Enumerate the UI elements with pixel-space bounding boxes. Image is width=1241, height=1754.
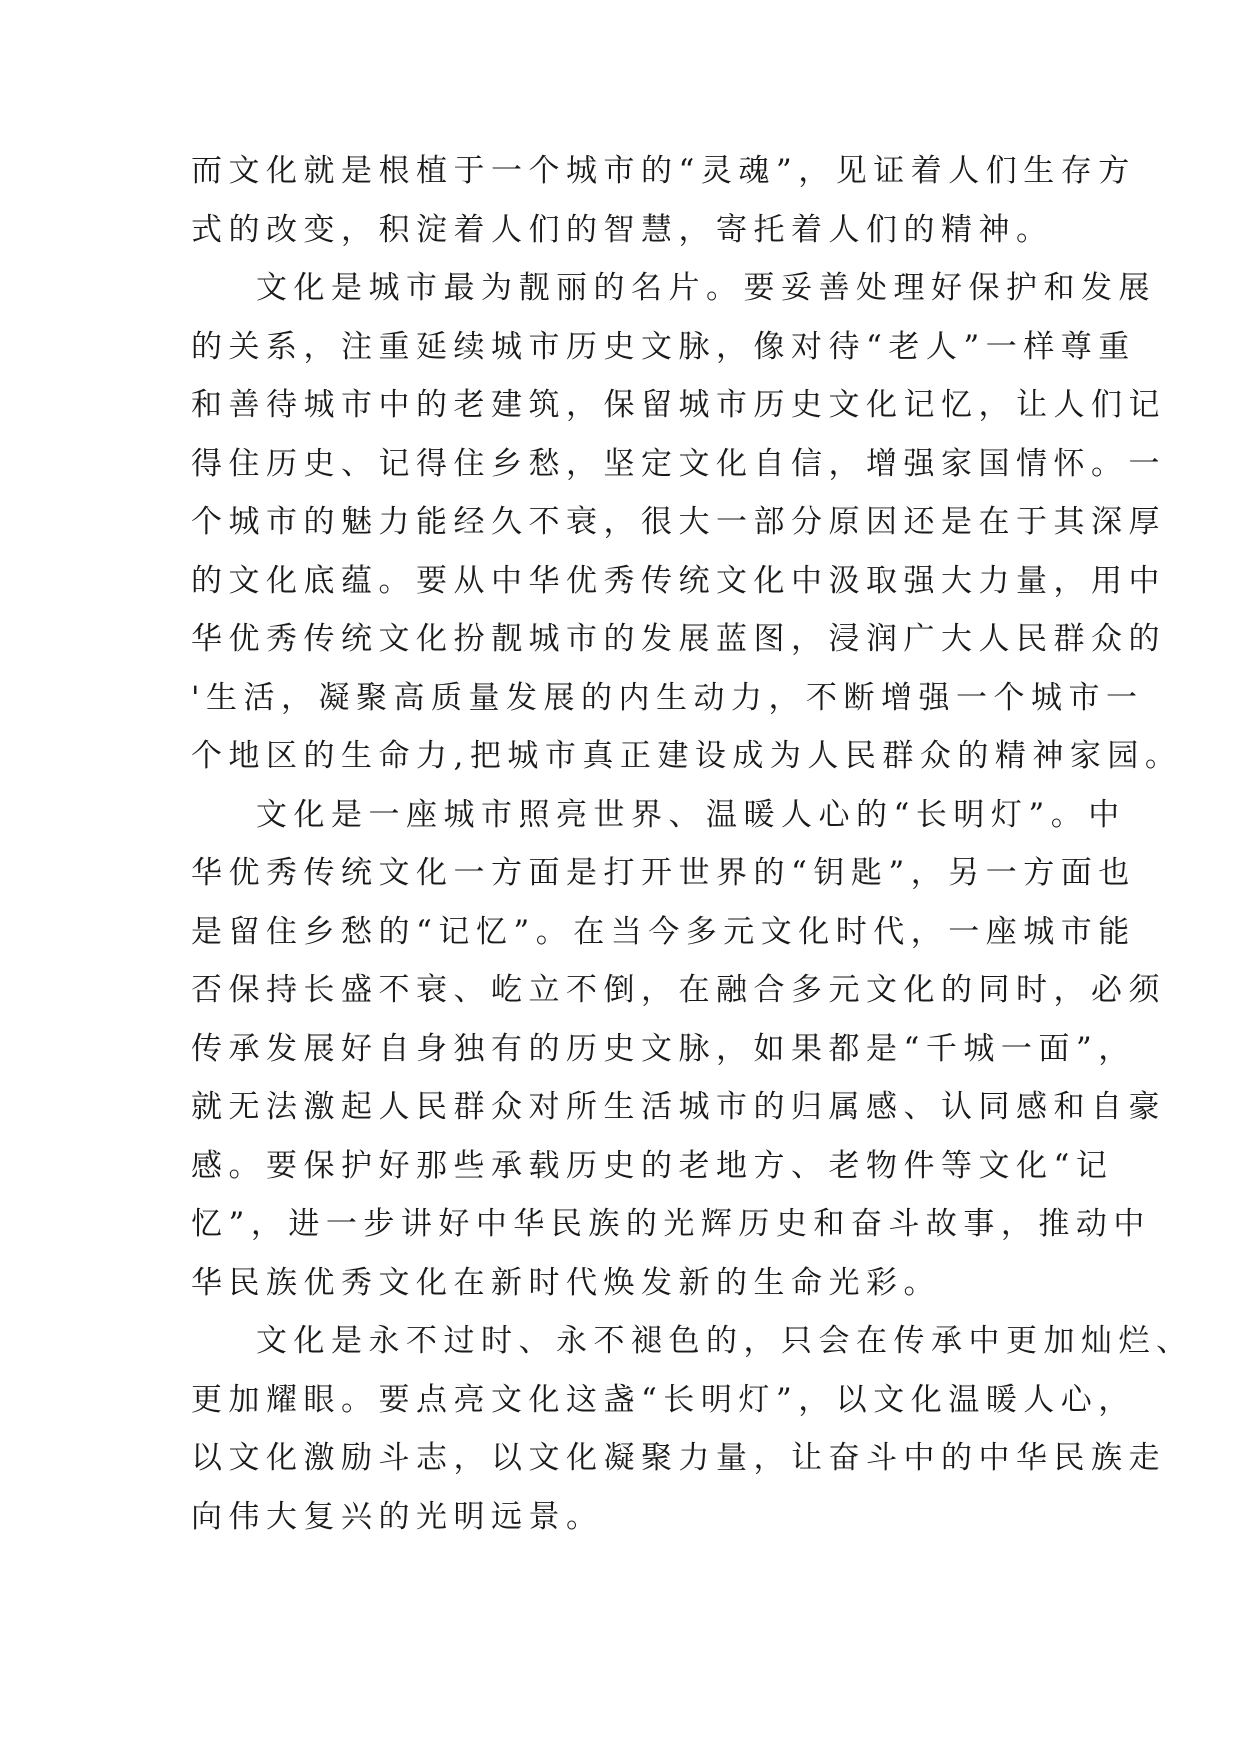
- paragraph-1: [191, 142, 1136, 259]
- text-line: 华优秀传统文化扮靓城市的发展蓝图，浸润广大人民群众的: [191, 621, 1166, 657]
- text-line: 文化是一座城市照亮世界、温暖人心的“长明灯”。中: [256, 796, 1126, 833]
- paragraph-3: [191, 786, 1166, 1313]
- paragraph-2: [191, 259, 1183, 786]
- text-line: 的文化底蕴。要从中华优秀传统文化中汲取强大力量，用中: [191, 562, 1166, 599]
- text-line: 文化是永不过时、永不褪色的，只会在传承中更加灿烂、: [256, 1323, 1194, 1359]
- text-line: 而文化就是根植于一个城市的“灵魂”，见证着人们生存方: [191, 153, 1136, 189]
- text-line: 华优秀传统文化一方面是打开世界的“钥匙”，另一方面也: [191, 855, 1136, 891]
- text-line: 式的改变，积淀着人们的智慧，寄托着人们的精神。: [191, 211, 1054, 248]
- text-line: '生活，凝聚高质量发展的内生动力，不断增强一个城市一: [191, 679, 1144, 716]
- text-line: 否保持长盛不衰、屹立不倒，在融合多元文化的同时，必须: [191, 972, 1166, 1008]
- text-line: 传承发展好自身独有的历史文脉，如果都是“千城一面”，: [191, 1030, 1136, 1067]
- body-text: [191, 142, 1194, 1546]
- text-line: 华民族优秀文化在新时代焕发新的生命光彩。: [191, 1264, 941, 1301]
- text-line: 是留住乡愁的“记忆”。在当今多元文化时代，一座城市能: [191, 913, 1136, 950]
- text-line: 个地区的生命力,把城市真正建设成为人民群众的精神家园。: [191, 738, 1183, 774]
- text-line: 和善待城市中的老建筑，保留城市历史文化记忆，让人们记: [191, 387, 1166, 423]
- text-line: 得住历史、记得住乡愁，坚定文化自信，增强家国情怀。一: [191, 445, 1166, 482]
- text-line: 忆”，进一步讲好中华民族的光辉历史和奋斗故事，推动中: [191, 1206, 1151, 1242]
- text-line: 就无法激起人民群众对所生活城市的归属感、认同感和自豪: [191, 1089, 1166, 1125]
- text-line: 文化是城市最为靓丽的名片。要妥善处理好保护和发展: [256, 270, 1156, 306]
- text-line: 的关系，注重延续城市历史文脉，像对待“老人”一样尊重: [191, 328, 1136, 365]
- text-line: 更加耀眼。要点亮文化这盏“长明灯”，以文化温暖人心，: [191, 1381, 1136, 1418]
- text-line: 向伟大复兴的光明远景。: [191, 1498, 604, 1535]
- text-line: 个城市的魅力能经久不衰，很大一部分原因还是在于其深厚: [191, 504, 1166, 540]
- text-line: 感。要保护好那些承载历史的老地方、老物件等文化“记: [191, 1147, 1114, 1184]
- paragraph-4: [191, 1312, 1194, 1546]
- text-line: 以文化激励斗志，以文化凝聚力量，让奋斗中的中华民族走: [191, 1440, 1166, 1476]
